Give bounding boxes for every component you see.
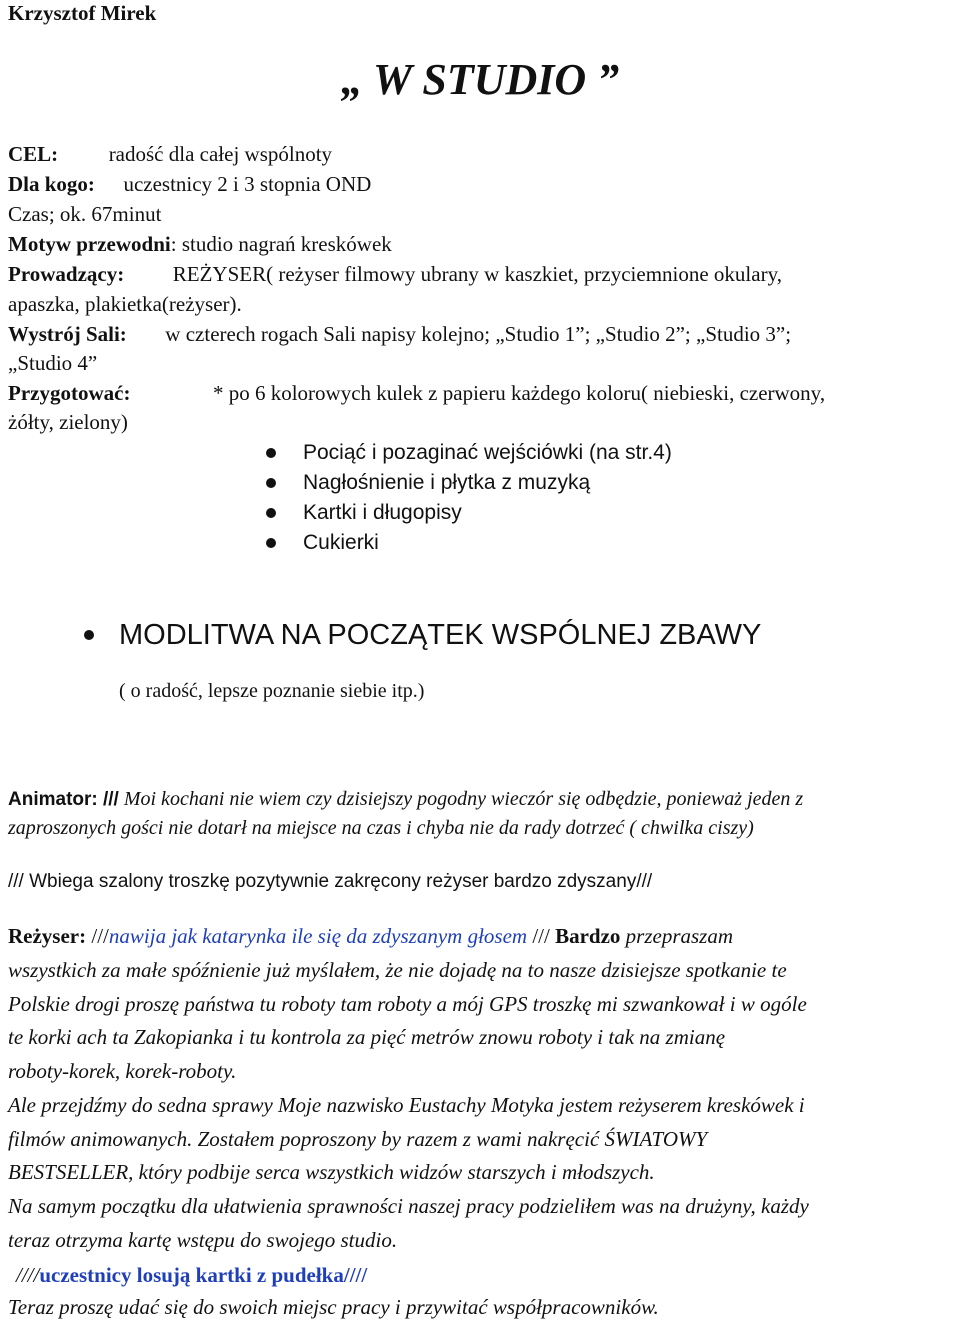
- wystroj-label: Wystrój Sali:: [8, 322, 127, 346]
- rezyser-line: BESTSELLER, który podbije serca wszystkich widzów starszych i młodszych.: [8, 1160, 655, 1184]
- rezyser-line: teraz otrzyma kartę wstępu do swojego studio.: [8, 1228, 398, 1252]
- prayer-note: ( o radość, lepsze poznanie siebie itp.): [119, 680, 425, 702]
- final-line: Teraz proszę udać się do swoich miejsc pracy i przywitać współpracowników.: [8, 1295, 659, 1319]
- prep-item: Nagłośnienie i płytka z muzyką: [303, 471, 591, 494]
- animator-line-1: [8, 786, 803, 813]
- rezyser-line: filmów animowanych. Zostałem poproszony by razem z wami nakręcić ŚWIATOWY: [8, 1127, 708, 1151]
- animator-text-1: Moi kochani nie wiem czy dzisiejszy pogodny wieczór się odbędzie, ponieważ jeden z: [118, 788, 804, 810]
- prow-value-2: apaszka, plakietka(reżyser).: [8, 292, 242, 316]
- rezyser-line: wszystkich za małe spóźnienie już myślałem, że nie dojadę na to nasze dzisiejsze spotkanie te: [8, 958, 787, 982]
- stage-2-slashes: ////: [16, 1263, 40, 1287]
- prep-item: Pociąć i pozaginać wejściówki (na str.4): [303, 441, 672, 464]
- rezyser-slashes-2: ///: [527, 924, 556, 948]
- bullet-icon: [266, 478, 276, 488]
- rezyser-line: Ale przejdźmy do sedna sprawy Moje nazwisko Eustachy Motyka jestem reżyserem kreskówek i: [8, 1093, 805, 1117]
- prayer-heading: MODLITWA NA POCZĄTEK WSPÓLNEJ ZBAWY: [119, 619, 762, 651]
- rezyser-direction: nawija jak katarynka ile się da zdyszanym głosem: [108, 924, 528, 948]
- rezyser-line: Na samym początku dla ułatwienia sprawności naszej pracy podzieliłem was na drużyny, każdy: [8, 1194, 809, 1218]
- dla-value: uczestnicy 2 i 3 stopnia OND: [123, 172, 372, 196]
- rezyser-line: Polskie drogi proszę państwa tu roboty tam roboty a mój GPS troszkę mi szwankował i w ogóle: [8, 992, 807, 1016]
- przyg-value-2: żółty, zielony): [8, 410, 128, 434]
- stage-direction-1: /// Wbiega szalony troszkę pozytywnie zakręcony reżyser bardzo zdyszany///: [8, 871, 653, 892]
- info-motyw: [8, 231, 392, 257]
- rezyser-slashes: ///: [86, 924, 109, 948]
- info-dla: [8, 171, 371, 197]
- wystroj-value-1: w czterech rogach Sali napisy kolejno; „Studio 1”; „Studio 2”; „Studio 3”;: [165, 322, 792, 346]
- rezyser-label: Reżyser:: [8, 924, 87, 948]
- bullet-icon: [266, 538, 276, 548]
- wystroj-value-2: „Studio 4”: [8, 351, 98, 375]
- page-title: „ W STUDIO ”: [340, 55, 620, 104]
- stage-2-text: uczestnicy losują kartki z pudełka////: [39, 1263, 368, 1287]
- info-czas: Czas; ok. 67minut: [8, 202, 162, 226]
- rezyser-bold: Bardzo: [555, 924, 621, 948]
- rezyser-line: roboty-korek, korek-roboty.: [8, 1059, 237, 1083]
- info-przyg: [8, 380, 825, 406]
- prep-item: Kartki i długopisy: [303, 501, 462, 524]
- bullet-icon: [266, 508, 276, 518]
- info-wystroj: [8, 321, 791, 347]
- prow-label: Prowadzący:: [8, 262, 125, 286]
- author: Krzysztof Mirek: [8, 1, 157, 25]
- rezyser-line-1: [8, 923, 733, 949]
- cel-value: radość dla całej wspólnoty: [108, 142, 333, 166]
- info-cel: [8, 141, 332, 167]
- bullet-icon: [84, 630, 94, 640]
- animator-label: Animator: ///: [8, 789, 119, 810]
- stage-direction-2: [16, 1262, 367, 1288]
- motyw-value: : studio nagrań kreskówek: [170, 232, 392, 256]
- rezyser-line: te korki ach ta Zakopianka i tu kontrola za pięć metrów znowu roboty i tak na zmianę: [8, 1025, 726, 1049]
- cel-label: CEL:: [8, 142, 59, 166]
- bullet-icon: [266, 448, 276, 458]
- rezyser-line-1-rest: przepraszam: [620, 924, 734, 948]
- animator-line-2: zaproszonych gości nie dotarł na miejsce na czas i chyba nie da rady dotrzeć ( chwilka ciszy): [8, 817, 754, 839]
- info-prow: [8, 261, 782, 287]
- prep-item: Cukierki: [303, 531, 379, 554]
- dla-label: Dla kogo:: [8, 172, 95, 196]
- przyg-value-1: * po 6 kolorowych kulek z papieru każdego koloru( niebieski, czerwony,: [212, 381, 826, 405]
- prow-value-1: REŻYSER( reżyser filmowy ubrany w kaszkiet, przyciemnione okulary,: [172, 262, 782, 286]
- motyw-label: Motyw przewodni: [8, 232, 171, 256]
- przyg-label: Przygotować:: [8, 381, 131, 405]
